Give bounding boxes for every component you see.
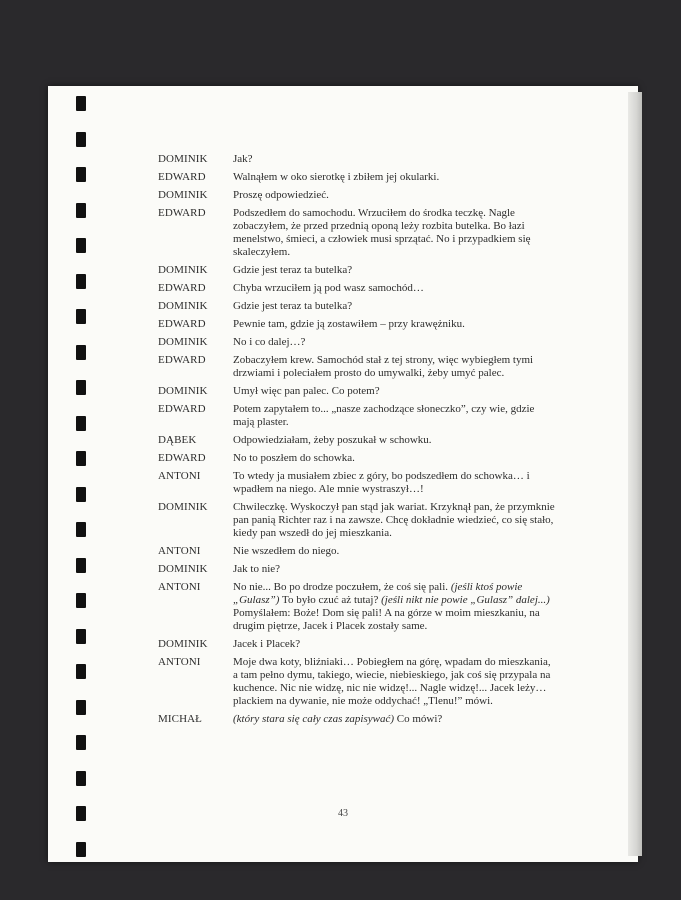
dialogue-line (233, 452, 558, 465)
binding-ring (76, 380, 86, 395)
dialogue-line (233, 385, 558, 398)
binding-ring (76, 203, 86, 218)
binding-ring (76, 522, 86, 537)
stage-direction: (jeśli nikt nie powie „Gulasz” dalej...) (381, 594, 550, 606)
dialogue-text: Pewnie tam, gdzie ją zostawiłem – przy krawężniku. (233, 318, 465, 330)
speaker-name: DOMINIK (158, 501, 208, 513)
speaker-name: ANTONI (158, 470, 201, 482)
dialogue-text: Jak to nie? (233, 563, 281, 575)
dialogue-row (158, 318, 558, 331)
dialogue-row (158, 336, 558, 349)
binding-ring (76, 167, 86, 182)
dialogue-line (233, 318, 558, 331)
dialogue-text: Gdzie jest teraz ta butelka? (233, 264, 353, 276)
speaker-name: DOMINIK (158, 264, 208, 276)
binding-ring (76, 274, 86, 289)
binding-ring (76, 664, 86, 679)
speaker-name: ANTONI (158, 656, 201, 668)
speaker-name: EDWARD (158, 452, 206, 464)
speaker-name: DOMINIK (158, 638, 208, 650)
dialogue-text: Pomyślałem: Boże! Dom się pali! A na górze w moim mieszkaniu, na drugim piętrze, Jacek i Placek zostały same. (233, 607, 540, 632)
binding-ring (76, 309, 86, 324)
speaker-name: DĄBEK (158, 434, 197, 446)
binding-ring (76, 96, 86, 111)
speaker-name: EDWARD (158, 403, 206, 415)
speaker-name: MICHAŁ (158, 713, 202, 725)
speaker-name: DOMINIK (158, 153, 208, 165)
dialogue-row (158, 581, 558, 633)
dialogue-text: Jak? (233, 153, 253, 165)
speaker-name: EDWARD (158, 354, 206, 366)
dialogue-row (158, 713, 558, 726)
speaker-name: DOMINIK (158, 385, 208, 397)
dialogue-line (233, 434, 558, 447)
dialogue-text: Moje dwa koty, bliźniaki… Pobiegłem na górę, wpadam do mieszkania, a tam pełno dymu, takiego, wiecie, niebieskiego, jak coś się przypala na kuchence. Nic nie widzę, nic nie widzę!... Nagle widzę!... Jacek leży… plackiem na dywanie, nie może oddychać! „Tlenu!” mówi. (233, 656, 551, 707)
dialogue-row (158, 264, 558, 277)
dialogue-row (158, 470, 558, 496)
dialogue-row (158, 403, 558, 429)
dialogue-text: Umył więc pan palec. Co potem? (233, 385, 380, 397)
binding-ring (76, 842, 86, 857)
stage-direction: (który stara się cały czas zapisywać) (233, 713, 394, 725)
dialogue-text: No nie... Bo po drodze poczułem, że coś się pali. (233, 581, 451, 593)
spiral-binding (76, 92, 86, 862)
dialogue-row (158, 300, 558, 313)
dialogue-line (233, 545, 558, 558)
dialogue-row (158, 452, 558, 465)
dialogue-row (158, 638, 558, 651)
script-dialogue (158, 153, 558, 731)
dialogue-text: Co mówi? (394, 713, 443, 725)
speaker-name: EDWARD (158, 318, 206, 330)
dialogue-text: Odpowiedziałam, żeby poszukał w schowku. (233, 434, 432, 446)
dialogue-row (158, 153, 558, 166)
dialogue-row (158, 656, 558, 708)
speaker-name: DOMINIK (158, 300, 208, 312)
dialogue-row (158, 385, 558, 398)
dialogue-text: Chyba wrzuciłem ją pod wasz samochód… (233, 282, 424, 294)
dialogue-line (233, 501, 558, 540)
dialogue-line (233, 354, 558, 380)
binding-ring (76, 593, 86, 608)
dialogue-line (233, 656, 558, 708)
dialogue-row (158, 282, 558, 295)
dialogue-text: To wtedy ja musiałem zbiec z góry, bo podszedłem do schowka… i wpadłem na niego. Ale mnie wystraszył…! (233, 470, 530, 495)
dialogue-line (233, 207, 558, 259)
dialogue-line (233, 171, 558, 184)
dialogue-text: Zobaczyłem krew. Samochód stał z tej strony, więc wybiegłem tymi drzwiami i poleciałem prosto do umywalki, żeby umyć palec. (233, 354, 534, 379)
binding-ring (76, 629, 86, 644)
dialogue-line (233, 638, 558, 651)
dialogue-row (158, 501, 558, 540)
dialogue-text: Gdzie jest teraz ta butelka? (233, 300, 353, 312)
dialogue-text: Potem zapytałem to... „nasze zachodzące słoneczko”, czy wie, gdzie mają plaster. (233, 403, 535, 428)
speaker-name: EDWARD (158, 171, 206, 183)
stage-direction: (jeśli ktoś powie „Gulasz”) (233, 581, 523, 606)
binding-ring (76, 238, 86, 253)
binding-ring (76, 451, 86, 466)
binding-ring (76, 735, 86, 750)
dialogue-line (233, 403, 558, 429)
dialogue-row (158, 354, 558, 380)
dialogue-line (233, 189, 558, 202)
speaker-name: DOMINIK (158, 336, 208, 348)
dialogue-line (233, 713, 558, 726)
dialogue-row (158, 171, 558, 184)
dialogue-text: Walnąłem w oko sierotkę i zbiłem jej okularki. (233, 171, 440, 183)
binding-ring (76, 558, 86, 573)
dialogue-line (233, 282, 558, 295)
dialogue-text: Jacek i Placek? (233, 638, 301, 650)
binding-ring (76, 132, 86, 147)
dialogue-line (233, 300, 558, 313)
binding-ring (76, 345, 86, 360)
dialogue-line (233, 563, 558, 576)
dialogue-row (158, 545, 558, 558)
speaker-name: ANTONI (158, 545, 201, 557)
dialogue-row (158, 189, 558, 202)
speaker-name: ANTONI (158, 581, 201, 593)
dialogue-text: No i co dalej…? (233, 336, 306, 348)
dialogue-text: To było czuć aż tutaj? (279, 594, 382, 606)
binding-ring (76, 806, 86, 821)
dialogue-row (158, 207, 558, 259)
dialogue-line (233, 336, 558, 349)
speaker-name: EDWARD (158, 207, 206, 219)
binding-ring (76, 416, 86, 431)
speaker-name: DOMINIK (158, 189, 208, 201)
dialogue-text: Podszedłem do samochodu. Wrzuciłem do środka teczkę. Nagle zobaczyłem, że przed przednią oponą leży rozbita butelka. Bo łazi menelstwo, śmieci, a człowiek musi sprzątać. No i przypadkiem się skaleczyłem. (233, 207, 531, 258)
dialogue-row (158, 563, 558, 576)
binding-ring (76, 487, 86, 502)
dialogue-line (233, 153, 558, 166)
dialogue-row (158, 434, 558, 447)
dialogue-text: No to poszłem do schowka. (233, 452, 355, 464)
dialogue-line (233, 470, 558, 496)
binding-ring (76, 700, 86, 715)
speaker-name: DOMINIK (158, 563, 208, 575)
page-number: 43 (338, 808, 348, 819)
page-stack-edge (628, 92, 642, 856)
dialogue-text: Chwileczkę. Wyskoczył pan stąd jak wariat. Krzyknął pan, że przymknie pan panią Richter raz i na zawsze. Chcę dokładnie wiedzieć, co się stało, kiedy pan wszedł do jej mieszkania. (233, 501, 555, 539)
speaker-name: EDWARD (158, 282, 206, 294)
binding-ring (76, 771, 86, 786)
dialogue-line (233, 581, 558, 633)
dialogue-text: Proszę odpowiedzieć. (233, 189, 329, 201)
dialogue-text: Nie wszedłem do niego. (233, 545, 340, 557)
dialogue-line (233, 264, 558, 277)
